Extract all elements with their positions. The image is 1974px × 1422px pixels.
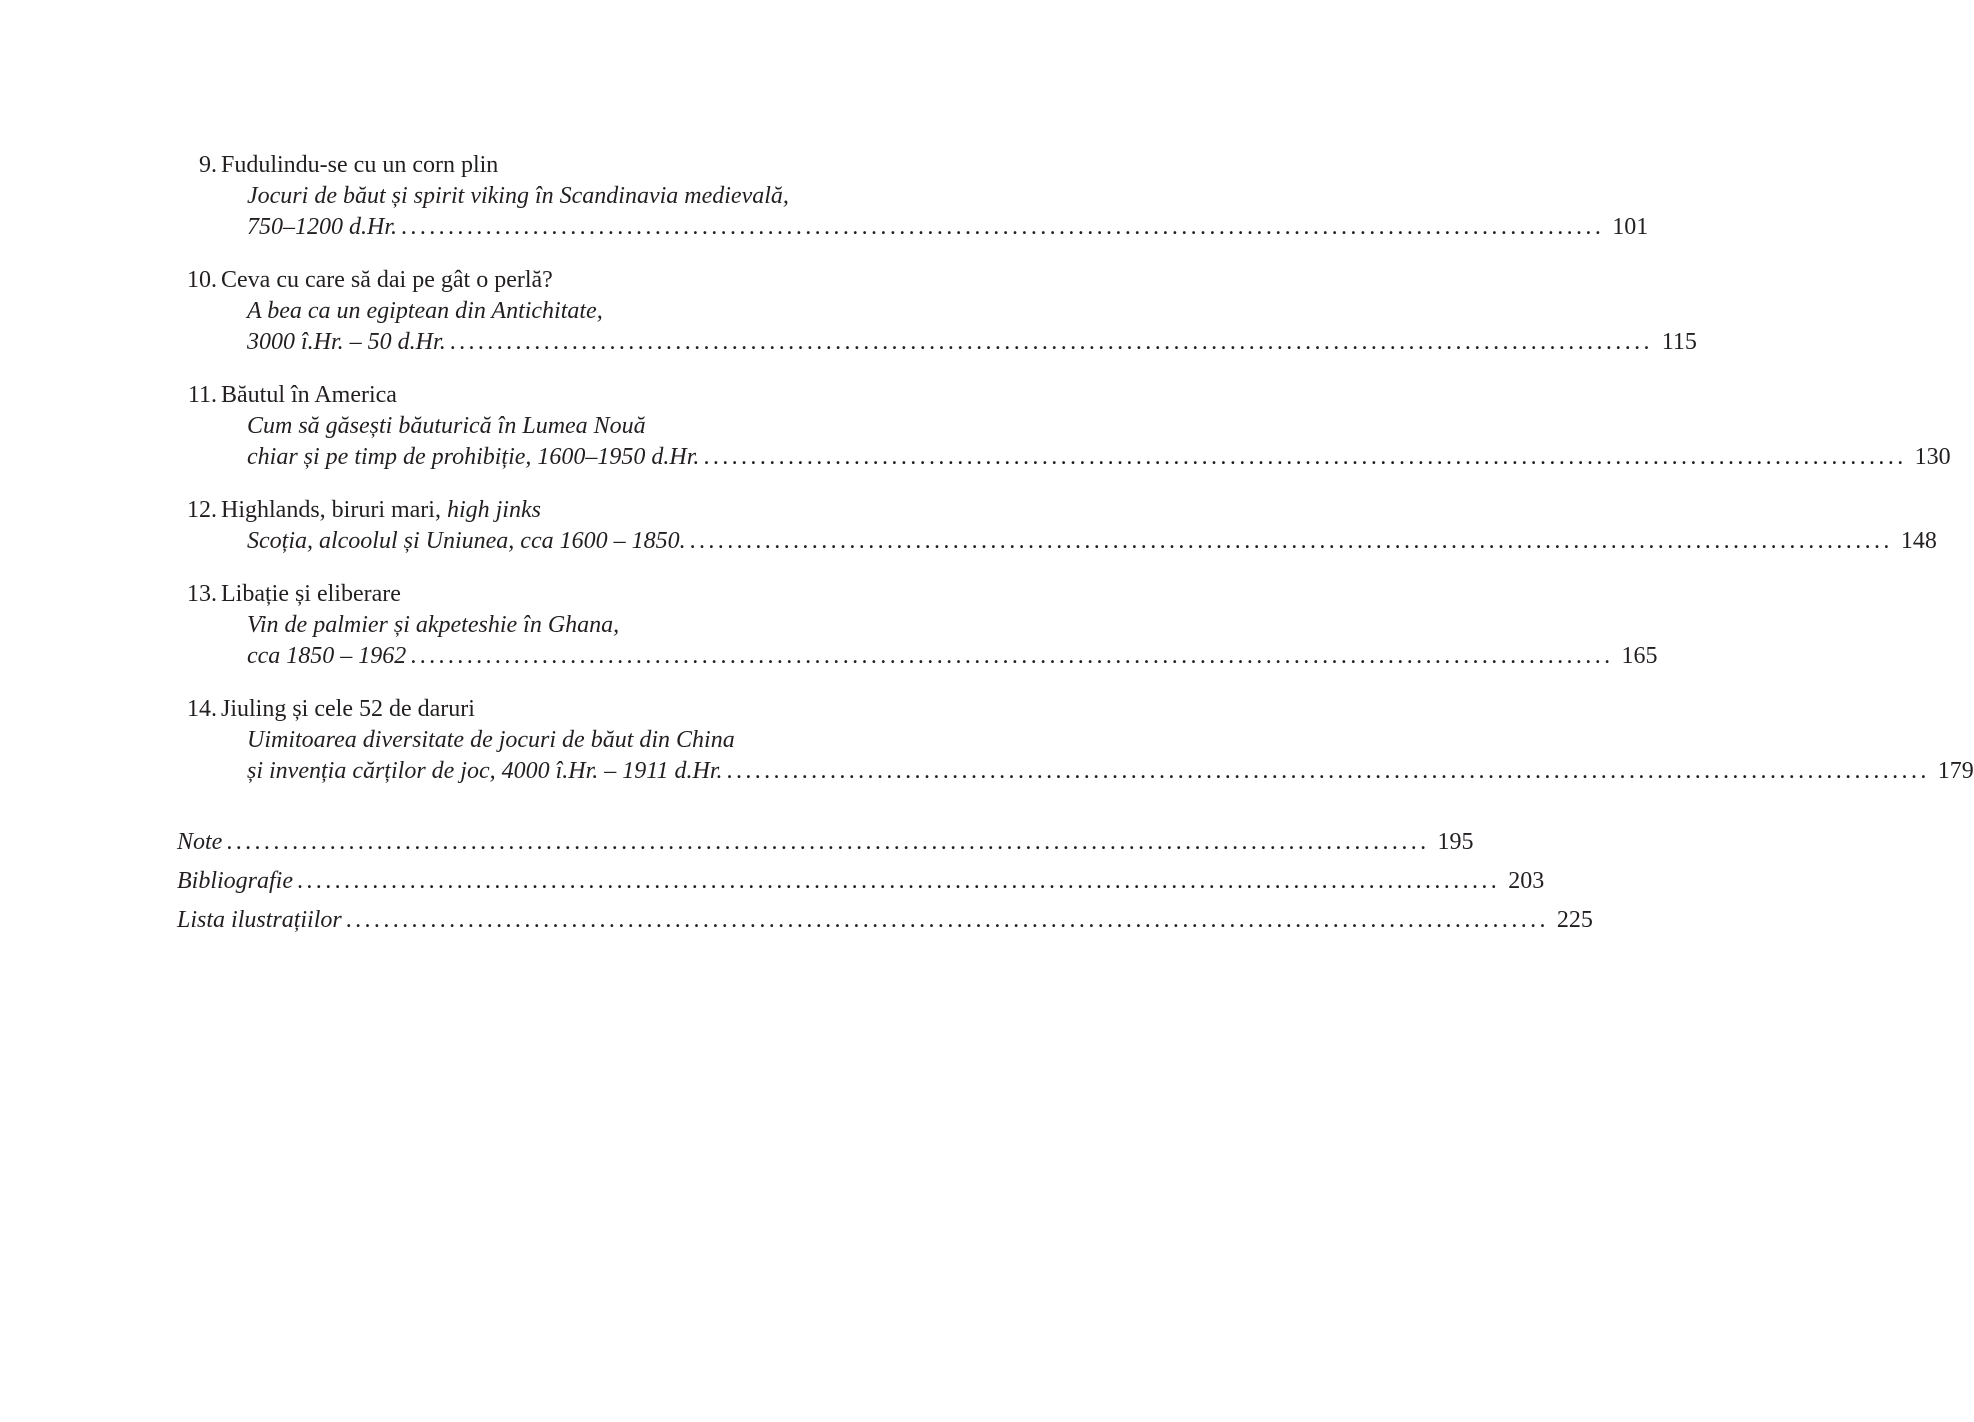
page-number: 148 xyxy=(1900,528,1937,554)
dot-leader: ................................................................................................................................ xyxy=(449,329,1653,355)
toc-entry-chapter-12 xyxy=(177,495,1937,557)
chapter-number: 11. xyxy=(187,382,217,408)
chapter-title-italic: high jinks xyxy=(446,497,541,523)
entry-label: Bibliografie xyxy=(177,868,293,894)
dot-leader: ................................................................................................................................ xyxy=(401,214,1605,240)
entry-label: Lista ilustrațiilor xyxy=(177,907,342,933)
toc-entry-bibliography xyxy=(177,862,1545,901)
chapter-title: Ceva cu care să dai pe gât o perlă? xyxy=(221,267,553,293)
chapter-title-plain: Highlands, biruri mari, xyxy=(221,497,447,523)
dot-leader: ................................................................................................................................ xyxy=(410,643,1614,669)
toc-entry-notes xyxy=(177,823,1474,862)
page-number: 225 xyxy=(1556,907,1593,933)
toc-entry-illustrations xyxy=(177,901,1593,940)
toc-entry-chapter-13 xyxy=(177,579,1658,672)
dot-leader: ................................................................................................................................ xyxy=(297,868,1501,894)
chapter-subtitle: Jocuri de băut și spirit viking în Scandinavia medievală, xyxy=(247,183,789,209)
chapter-subtitle-end: chiar și pe timp de prohibiție, 1600–1950 d.Hr. xyxy=(247,444,700,470)
chapter-title: Jiuling și cele 52 de daruri xyxy=(221,696,475,722)
chapter-subtitle-end: 3000 î.Hr. – 50 d.Hr. xyxy=(247,329,446,355)
chapter-subtitle: Cum să găsești băuturică în Lumea Nouă xyxy=(247,413,646,439)
dot-leader: ................................................................................................................................ xyxy=(703,444,1907,470)
page-number: 130 xyxy=(1914,444,1951,470)
toc-entry-chapter-14 xyxy=(177,694,1974,787)
entry-label: Note xyxy=(177,829,223,855)
page-number: 165 xyxy=(1621,643,1658,669)
page-number: 179 xyxy=(1937,758,1974,784)
chapter-number: 9. xyxy=(199,152,217,178)
page-number: 195 xyxy=(1437,829,1474,855)
dot-leader: ................................................................................................................................ xyxy=(689,528,1893,554)
chapter-subtitle-end: cca 1850 – 1962 xyxy=(247,643,407,669)
chapter-title xyxy=(221,495,541,526)
chapter-number: 13. xyxy=(187,581,217,607)
chapter-title: Băutul în America xyxy=(221,382,397,408)
chapter-subtitle: Uimitoarea diversitate de jocuri de băut din China xyxy=(247,727,735,753)
dot-leader: ................................................................................................................................ xyxy=(345,907,1549,933)
chapter-subtitle-end: și invenția cărților de joc, 4000 î.Hr. – 1911 d.Hr. xyxy=(247,758,723,784)
toc-entry-chapter-10 xyxy=(177,265,1697,358)
chapter-title: Libație și eliberare xyxy=(221,581,401,607)
chapter-title: Fudulindu-se cu un corn plin xyxy=(221,152,499,178)
chapter-subtitle-end: 750–1200 d.Hr. xyxy=(247,214,398,240)
chapter-subtitle-end: Scoția, alcoolul și Uniunea, cca 1600 – 1850. xyxy=(247,528,686,554)
page-number: 115 xyxy=(1661,329,1697,355)
toc-entry-chapter-9 xyxy=(177,150,1649,243)
chapter-number: 12. xyxy=(187,497,217,523)
back-matter xyxy=(177,823,1593,940)
chapter-number: 14. xyxy=(187,696,217,722)
dot-leader: ................................................................................................................................ xyxy=(226,829,1430,855)
chapter-subtitle: A bea ca un egiptean din Antichitate, xyxy=(247,298,603,324)
toc-entry-chapter-11 xyxy=(177,380,1951,473)
page-number: 203 xyxy=(1508,868,1545,894)
chapter-subtitle: Vin de palmier și akpeteshie în Ghana, xyxy=(247,612,620,638)
dot-leader: ................................................................................................................................ xyxy=(726,758,1930,784)
page-number: 101 xyxy=(1612,214,1649,240)
chapter-number: 10. xyxy=(187,267,217,293)
table-of-contents xyxy=(177,150,1974,940)
